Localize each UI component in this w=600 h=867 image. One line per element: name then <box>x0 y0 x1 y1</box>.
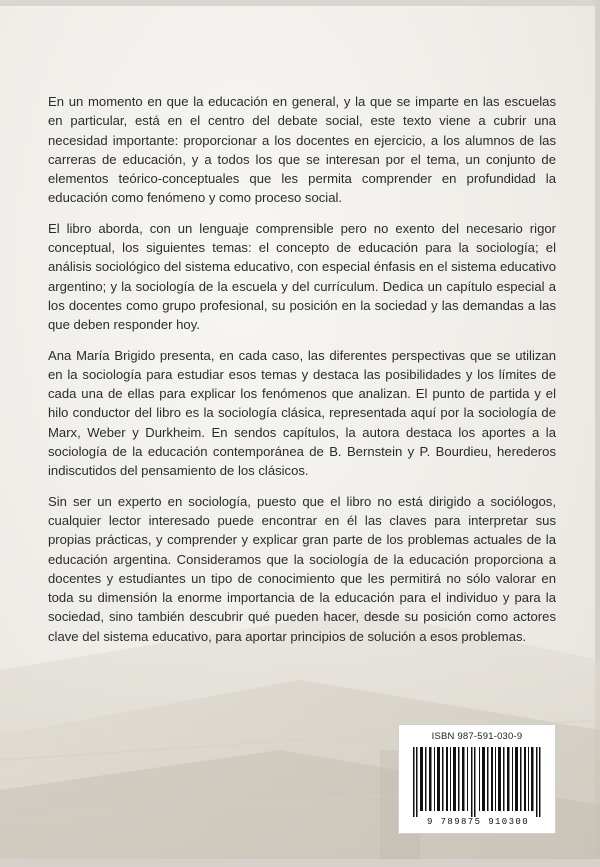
back-cover-text <box>48 92 556 657</box>
isbn-text: ISBN 987-591-030-9 <box>431 731 523 742</box>
paragraph-1: En un momento en que la educación en general, y la que se imparte en las escuelas en particular, está en el centro del debate social, este texto viene a cubrir una necesidad importante: proporcionar a los docentes en ejercicio, a los alumnos de las carreras de educación, y a todos los que se interesan por el tema, un conjunto de elementos teórico-conceptuales que les permita comprender en profundidad la educación como fenómeno y como proceso social. <box>48 94 556 206</box>
paragraph-2: El libro aborda, con un lenguaje comprensible pero no exento del necesario rigor conceptual, los siguientes temas: el concepto de educación para la sociología; el análisis sociológico del sistema educativo, con especial énfasis en el sistema educativo argentino; y la sociología de la escuela y del currículum. Dedica un capítulo especial a los docentes como grupo profesional, su posición en la sociedad y las demandas a las que deben responder hoy. <box>48 220 556 333</box>
cover-top-edge <box>0 0 600 6</box>
paragraph-3: Ana María Brigido presenta, en cada caso, las diferentes perspectivas que se utilizan en la sociología para estudiar esos temas y destaca las posibilidades y los límites de cada una de ellas para explicar los fenómenos que analizan. El punto de partida y el hilo conductor del libro es la sociología clásica, representada aquí por la sociología de Marx, Weber y Durkheim. En sendos capítulos, la autora destaca los aportes a la sociología de la educación contemporánea de B. Bernstein y P. Bourdieu, herederos indiscutidos del pensamiento de los clásicos. <box>48 347 556 479</box>
cover-bottom-edge <box>0 859 600 867</box>
barcode-number: 9 789875 910300 <box>426 817 529 827</box>
paragraph-4: Sin ser un experto en sociología, puesto que el libro no está dirigido a sociólogos, cualquier lector interesado puede encontrar en él las claves para interpretar sus propias prácticas, y comprender y explicar gran parte de los problemas actuales de la educación argentina. Consideramos que la sociología de la educación proporciona a docentes y estudiantes un tipo de conocimiento que les permitirá no sólo valorar en toda su dimensión la enorme importancia de la educación para el individuo y para la sociedad, sino también descubrir qué pueden hacer, desde su posición como actores clave del sistema educativo, para aportar principios de solución a esos problemas. <box>48 493 556 644</box>
barcode-label <box>398 724 556 834</box>
barcode-icon <box>411 747 543 817</box>
